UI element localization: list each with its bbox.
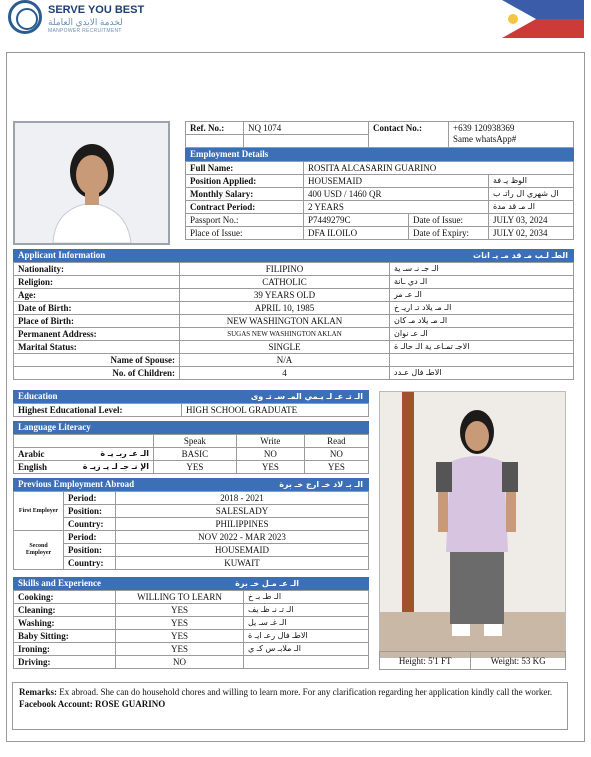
remarks-box [12,682,568,730]
skill-arabic [244,656,369,669]
skill-arabic: الاطـ فال رعـ ايـ ة [244,630,369,643]
salary-label: Monthly Salary: [186,188,304,201]
employment-details-header: Employment Details [185,148,574,161]
education-title-arabic: الـ تـ عـ لـ يـمي المـ سـ تـ وى [250,392,363,401]
contact-whatsapp-note: Same whatsApp# [453,134,517,144]
applicant-field-label: Nationality: [14,263,180,276]
previous-employment-title: Previous Employment Abroad [18,479,135,489]
applicant-information-header [13,249,574,262]
skill-row [14,591,369,604]
education-level-label: Highest Educational Level: [14,404,182,417]
language-english-label-ar: الإ نـ جـ لـ يـ زيـ ة [82,462,149,471]
education-title: Education [18,391,58,401]
first-employer-position: SALESLADY [116,505,369,518]
remarks-label: Remarks: [19,687,57,697]
arabic-speak: BASIC [154,448,237,461]
applicant-row [14,302,574,315]
applicant-field-label: Place of Birth: [14,315,180,328]
employment-details-table [185,161,574,240]
language-arabic-label-ar: الـ عـ ربـ يـ ة [100,449,149,458]
arabic-read: NO [304,448,368,461]
language-header-read: Read [304,435,368,448]
applicant-field-arabic: الـ مـ يلاد تـ اريـ خ [390,302,574,315]
applicant-field-label: Age: [14,289,180,302]
english-write: YES [236,461,304,474]
applicant-full-body-photo [379,391,566,658]
children-value: 4 [180,367,390,380]
applicant-field-value: 39 YEARS OLD [180,289,390,302]
applicant-field-label: Marital Status: [14,341,180,354]
position-arabic: الوظ يـ فة [489,175,574,188]
country-label: Country: [64,518,116,531]
applicant-row [14,263,574,276]
skill-value: YES [116,643,244,656]
language-literacy-header: Language Literacy [13,421,369,434]
company-name-arabic: لخدمة الايدي العاملة [48,17,123,27]
applicant-field-value: SUGAS NEW WASHINGTON AKLAN [180,328,390,341]
applicant-field-value: SINGLE [180,341,390,354]
full-name-value: ROSITA ALCASARIN GUARINO [304,162,574,175]
country-label: Country: [64,557,116,570]
ref-label: Ref. No.: [186,122,244,135]
passport-label: Passport No.: [186,214,304,227]
salary-value: 400 USD / 1460 QR [304,188,489,201]
language-header-write: Write [236,435,304,448]
children-arabic: الاطـ فال عـدد [390,367,574,380]
skill-label: Cleaning: [14,604,116,617]
spouse-label: Name of Spouse: [14,354,180,367]
position-value: HOUSEMAID [304,175,489,188]
weight-cell [471,652,566,670]
company-tagline: MANPOWER RECRUITMENT [48,28,122,34]
applicant-field-value: FILIPINO [180,263,390,276]
philippine-flag-icon [502,0,584,38]
skill-value: YES [116,604,244,617]
position-label: Position: [64,505,116,518]
first-employer-tag: First Employer [14,492,64,531]
skill-arabic: الـ تـ نـ ظـ يف [244,604,369,617]
skill-arabic: الـ طـ بـ خ [244,591,369,604]
issue-date-value: JULY 03, 2024 [489,214,574,227]
applicant-field-arabic: الـ دي ـانة [390,276,574,289]
contract-arabic: الـ مـ قد مدة [489,201,574,214]
language-header-speak: Speak [154,435,237,448]
applicant-information-table [13,262,574,380]
skill-row [14,617,369,630]
height-value: 5'1 FT [428,655,452,666]
education-header [13,390,369,403]
applicant-field-value: CATHOLIC [180,276,390,289]
height-label: Height: [398,655,426,666]
applicant-field-arabic: الـ عـ نوان [390,328,574,341]
weight-value: 53 KG [521,655,546,666]
contract-value: 2 YEARS [304,201,489,214]
previous-employment-header [13,478,369,491]
education-level-value: HIGH SCHOOL GRADUATE [182,404,369,417]
issue-place-value: DFA ILOILO [304,227,409,240]
contract-label: Contract Period: [186,201,304,214]
first-employer-country: PHILIPPINES [116,518,369,531]
full-name-label: Full Name: [186,162,304,175]
skill-label: Driving: [14,656,116,669]
expiry-value: JULY 02, 2034 [489,227,574,240]
second-employer-country: KUWAIT [116,557,369,570]
measurements-table [379,651,566,670]
contact-number: +639 120938369 [453,123,515,133]
passport-value: P7449279C [304,214,409,227]
applicant-field-value: NEW WASHINGTON AKLAN [180,315,390,328]
remarks-text: Ex abroad. She can do household chores and willing to learn more. For any clarification regarding her application kindly call the worker. [59,687,553,697]
issue-place-label: Place of Issue: [186,227,304,240]
period-label: Period: [64,492,116,505]
position-label: Position Applied: [186,175,304,188]
skills-header [13,577,369,590]
applicant-information-title: Applicant Information [18,250,106,260]
company-logo-icon [8,0,42,34]
contact-label: Contact No.: [369,122,449,148]
height-cell [380,652,471,670]
skills-table [13,590,369,669]
english-speak: YES [154,461,237,474]
applicant-row [14,341,574,354]
applicant-row [14,328,574,341]
issue-date-label: Date of Issue: [409,214,489,227]
company-name: SERVE YOU BEST [48,4,145,16]
skill-label: Washing: [14,617,116,630]
contact-value [449,122,574,148]
skill-label: Baby Sitting: [14,630,116,643]
applicant-field-arabic: الـ مـ يلاد مـ كان [390,315,574,328]
reference-table [185,121,574,148]
applicant-field-label: Date of Birth: [14,302,180,315]
applicant-portrait-photo [13,121,170,245]
language-arabic-label: Arabic [18,449,45,459]
skill-value: YES [116,617,244,630]
english-read: YES [304,461,368,474]
language-row-english [14,461,154,474]
skill-label: Ironing: [14,643,116,656]
language-row-arabic [14,448,154,461]
applicant-information-title-arabic: الطـ لـب مـ قد مـ يـ انات [473,251,568,260]
skill-value: YES [116,630,244,643]
second-employer-position: HOUSEMAID [116,544,369,557]
applicant-field-value: APRIL 10, 1985 [180,302,390,315]
skill-row [14,630,369,643]
expiry-label: Date of Expiry: [409,227,489,240]
period-label: Period: [64,531,116,544]
skill-arabic: الـ ملابـ س كـ ي [244,643,369,656]
skill-arabic: الـ غـ سـ يل [244,617,369,630]
applicant-field-label: Religion: [14,276,180,289]
skill-value: WILLING TO LEARN [116,591,244,604]
second-employer-tag: Second Employer [14,531,64,570]
children-label: No. of Children: [14,367,180,380]
skills-title-arabic: الـ عـ مـل خـ برة [235,579,299,588]
first-employer-period: 2018 - 2021 [116,492,369,505]
skill-row [14,643,369,656]
skills-title: Skills and Experience [18,578,102,588]
ref-value: NQ 1074 [244,122,369,135]
language-english-label: English [18,462,48,472]
skill-row [14,604,369,617]
skill-label: Cooking: [14,591,116,604]
previous-employment-title-arabic: الـ بـ لاد خـ ارج خـ برة [279,480,363,489]
applicant-field-arabic: الـ جـ نـ سـ ية [390,263,574,276]
salary-arabic: ال شهري ال راتـ ب [489,188,574,201]
skill-value: NO [116,656,244,669]
facebook-value: ROSE GUARINO [95,699,166,709]
applicant-field-arabic: الـ عـ مر [390,289,574,302]
applicant-field-arabic: الاجـ تمـاعـ ية الـ حالـ ة [390,341,574,354]
skill-row [14,656,369,669]
applicant-field-label: Permanent Address: [14,328,180,341]
position-label: Position: [64,544,116,557]
applicant-row [14,315,574,328]
language-literacy-table [13,434,369,474]
spouse-value: N/A [180,354,390,367]
applicant-row [14,276,574,289]
education-table [13,403,369,417]
weight-label: Weight: [490,655,520,666]
facebook-label: Facebook Account: [19,699,93,709]
applicant-row [14,289,574,302]
previous-employment-table [13,491,369,570]
arabic-write: NO [236,448,304,461]
second-employer-period: NOV 2022 - MAR 2023 [116,531,369,544]
